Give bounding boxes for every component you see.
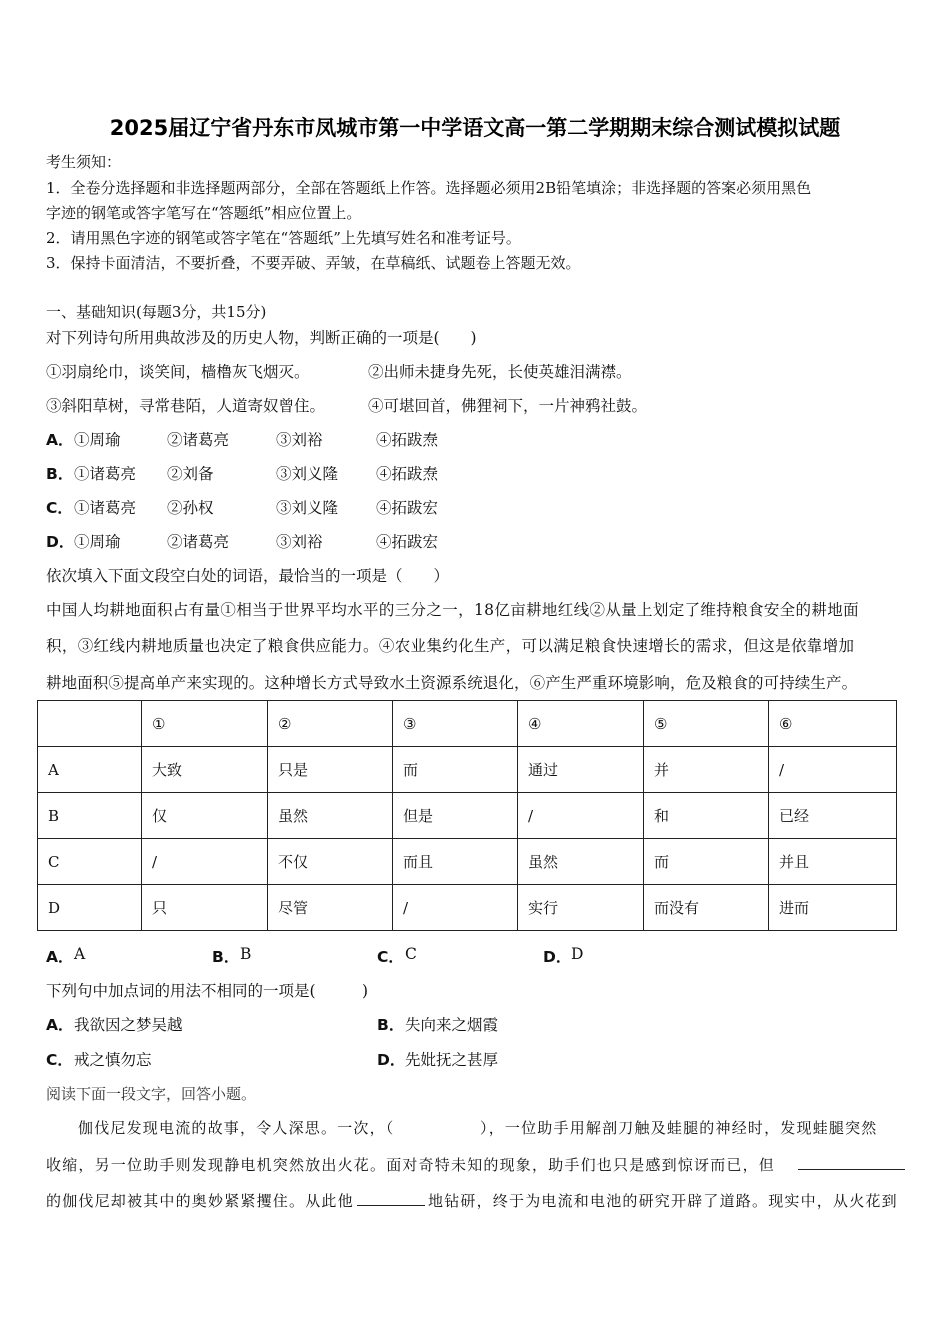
table-cell: 但是 xyxy=(393,793,518,839)
table-cell: 而 xyxy=(644,839,769,885)
passage-line-1b: ），一位助手用解剖刀触及蛙腿的神经时，发现蛙腿突然 xyxy=(480,1119,878,1137)
table-cell: 大致 xyxy=(142,747,268,793)
option-choice: ①诸葛亮 xyxy=(74,499,137,517)
table-cell: ⑤ xyxy=(644,701,769,747)
option-choice: ③刘裕 xyxy=(276,431,323,449)
table-cell: / xyxy=(769,747,897,793)
option-choice: ②孙权 xyxy=(167,499,214,517)
table-cell: B xyxy=(38,793,142,839)
table-row xyxy=(38,839,897,885)
option-text: 先妣抚之甚厚 xyxy=(405,1051,499,1069)
option-choice: ③刘义隆 xyxy=(276,499,339,517)
page-title: 2025届辽宁省丹东市凤城市第一中学语文高一第二学期期末综合测试模拟试题 xyxy=(109,116,841,140)
table-cell: 不仅 xyxy=(268,839,393,885)
table-cell: 实行 xyxy=(518,885,644,931)
option-text: D xyxy=(571,945,584,963)
option-label: C． xyxy=(46,1051,73,1069)
option-choice: ②诸葛亮 xyxy=(167,533,230,551)
option-label: A． xyxy=(46,1016,74,1034)
table-cell: 尽管 xyxy=(268,885,393,931)
option-text: 我欲因之梦吴越 xyxy=(74,1016,183,1034)
poem-line: ①羽扇纶巾，谈笑间，樯橹灰飞烟灭。 xyxy=(46,363,310,381)
table-cell: 虽然 xyxy=(518,839,644,885)
option-choice: ②刘备 xyxy=(167,465,214,483)
option-choice: ②诸葛亮 xyxy=(167,431,230,449)
table-cell: / xyxy=(518,793,644,839)
option-text: 戒之慎勿忘 xyxy=(74,1051,152,1069)
option-choice: ③刘义隆 xyxy=(276,465,339,483)
word-choice-table xyxy=(37,700,897,931)
passage-line: 积，③红线内耕地质量也决定了粮食供应能力。④农业集约化生产，可以满足粮食快速增长的需求，但这是依靠增加 xyxy=(46,637,855,655)
option-choice: ④拓跋焘 xyxy=(376,465,439,483)
table-cell: 而没有 xyxy=(644,885,769,931)
question-stem: 对下列诗句所用典故涉及的历史人物，判断正确的一项是( ) xyxy=(46,329,477,347)
option-text: A xyxy=(74,945,86,963)
table-cell: 仅 xyxy=(142,793,268,839)
option-label: D． xyxy=(46,533,75,551)
passage-line-3b: 地钻研，终于为电流和电池的研究开辟了道路。现实中，从火花到 xyxy=(428,1192,898,1210)
passage-line-2: 收缩，另一位助手则发现静电机突然放出火花。面对奇特未知的现象，助手们也只是感到惊讶而已，但 xyxy=(46,1156,776,1174)
table-cell: 并且 xyxy=(769,839,897,885)
option-choice: ④拓跋宏 xyxy=(376,533,439,551)
poem-line: ②出师未捷身先死，长使英雄泪满襟。 xyxy=(368,363,632,381)
table-row xyxy=(38,747,897,793)
table-cell: 只是 xyxy=(268,747,393,793)
table-header-row xyxy=(38,701,897,747)
option-choice: ④拓跋宏 xyxy=(376,499,439,517)
option-label: A． xyxy=(46,948,74,966)
table-cell: / xyxy=(142,839,268,885)
notice-line-3: 3．保持卡面清洁，不要折叠，不要弄破、弄皱，在草稿纸、试题卷上答题无效。 xyxy=(46,254,581,272)
table-cell: 虽然 xyxy=(268,793,393,839)
passage-line: 耕地面积⑤提高单产来实现的。这种增长方式导致水土资源系统退化，⑥产生严重环境影响，危及粮食的可持续生产。 xyxy=(46,674,858,692)
option-label: C． xyxy=(377,948,404,966)
option-choice: ④拓跋焘 xyxy=(376,431,439,449)
notice-line-2: 2．请用黑色字迹的钢笔或答字笔在“答题纸”上先填写姓名和准考证号。 xyxy=(46,229,521,247)
table-row xyxy=(38,793,897,839)
option-label: A． xyxy=(46,431,74,449)
poem-line: ④可堪回首，佛狸祠下，一片神鸦社鼓。 xyxy=(368,397,648,415)
table-cell: 并 xyxy=(644,747,769,793)
option-choice: ①周瑜 xyxy=(74,533,121,551)
table-cell: 进而 xyxy=(769,885,897,931)
option-choice: ①诸葛亮 xyxy=(74,465,137,483)
option-label: B． xyxy=(212,948,240,966)
table-cell: C xyxy=(38,839,142,885)
reading-intro: 阅读下面一段文字，回答小题。 xyxy=(46,1085,257,1103)
table-cell: D xyxy=(38,885,142,931)
table-row xyxy=(38,885,897,931)
option-label: C． xyxy=(46,499,73,517)
table-cell: 而且 xyxy=(393,839,518,885)
section-heading: 一、基础知识(每题3分，共15分) xyxy=(46,303,267,321)
option-label: B． xyxy=(377,1016,405,1034)
option-label: D． xyxy=(543,948,572,966)
table-cell: ① xyxy=(142,701,268,747)
poem-line: ③斜阳草树，寻常巷陌，人道寄奴曾住。 xyxy=(46,397,326,415)
option-choice: ①周瑜 xyxy=(74,431,121,449)
option-text: C xyxy=(405,945,417,963)
table-cell: ④ xyxy=(518,701,644,747)
notice-line-1b: 字迹的钢笔或答字笔写在“答题纸”相应位置上。 xyxy=(46,204,362,222)
question-stem: 下列句中加点词的用法不相同的一项是( ) xyxy=(46,982,369,1000)
blank-line[interactable] xyxy=(798,1153,905,1170)
table-cell: ③ xyxy=(393,701,518,747)
table-cell: A xyxy=(38,747,142,793)
notice-line-1a: 1．全卷分选择题和非选择题两部分，全部在答题纸上作答。选择题必须用2B铅笔填涂；非选择题的答案必须用黑色 xyxy=(46,179,812,197)
option-text: B xyxy=(240,945,252,963)
notice-heading: 考生须知： xyxy=(46,153,122,171)
blank-line[interactable] xyxy=(357,1189,425,1206)
table-cell: 通过 xyxy=(518,747,644,793)
option-choice: ③刘裕 xyxy=(276,533,323,551)
passage-line-3a: 的伽伐尼却被其中的奥妙紧紧攫住。从此他 xyxy=(46,1192,354,1210)
table-cell: 和 xyxy=(644,793,769,839)
question-stem: 依次填入下面文段空白处的词语，最恰当的一项是（ ） xyxy=(46,567,450,585)
option-label: D． xyxy=(377,1051,406,1069)
table-cell xyxy=(38,701,142,747)
table-cell: ② xyxy=(268,701,393,747)
table-cell: ⑥ xyxy=(769,701,897,747)
passage-line-1a: 伽伐尼发现电流的故事，令人深思。一次，（ xyxy=(78,1119,395,1137)
table-cell: 而 xyxy=(393,747,518,793)
table-cell: / xyxy=(393,885,518,931)
option-label: B． xyxy=(46,465,74,483)
table-cell: 只 xyxy=(142,885,268,931)
table-cell: 已经 xyxy=(769,793,897,839)
passage-line: 中国人均耕地面积占有量①相当于世界平均水平的三分之一，18亿亩耕地红线②从量上划定了维持粮食安全的耕地面 xyxy=(46,601,859,619)
option-text: 失向来之烟霞 xyxy=(405,1016,499,1034)
